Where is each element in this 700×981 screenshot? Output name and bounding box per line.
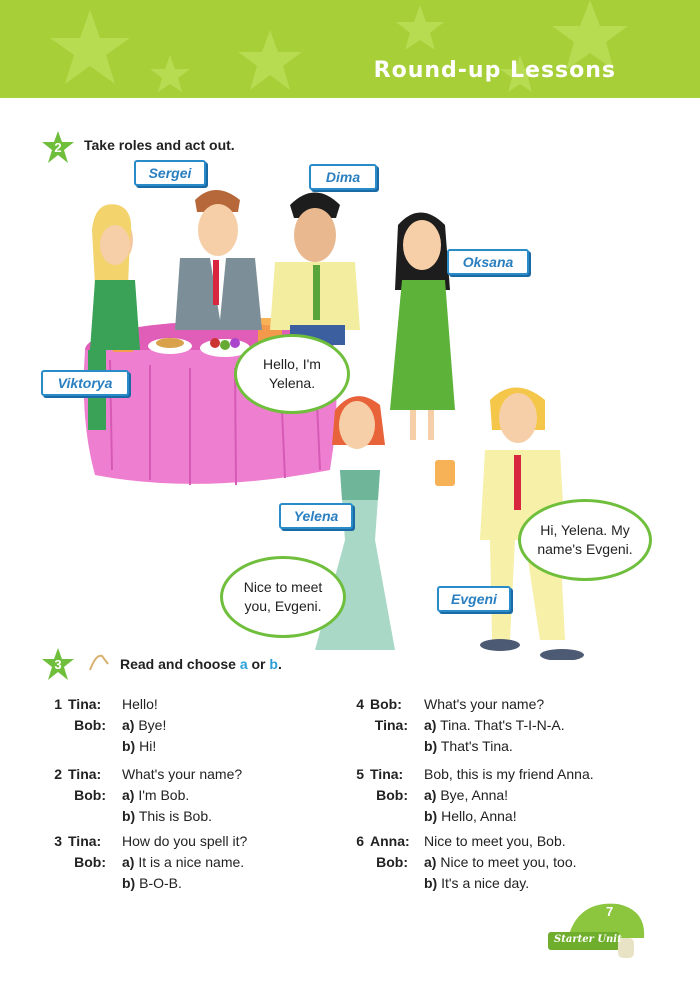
name-tag-viktorya: Viktorya (41, 370, 129, 396)
option-b: B-O-B. (139, 875, 182, 891)
oksana-figure (390, 213, 455, 441)
option-label: b) (424, 875, 438, 891)
name-tag-dima: Dima (309, 164, 377, 190)
option-label: b) (424, 808, 438, 824)
question: Bob, this is my friend Anna. (424, 766, 594, 782)
option-a: Bye! (138, 717, 167, 733)
option-b: This is Bob. (138, 808, 212, 824)
option-b: Hi! (139, 738, 157, 754)
sergei-figure (175, 190, 262, 330)
speaker: Tina: (370, 766, 404, 782)
option-b-highlight: b (269, 656, 278, 672)
exercise-number: 5 (356, 766, 364, 782)
task-instruction (120, 656, 282, 672)
pen-icon (86, 650, 114, 674)
question: What's your name? (424, 696, 545, 712)
question: How do you spell it? (122, 833, 248, 849)
speaker: Bob: (74, 717, 106, 733)
instruction-text: Read and choose (120, 656, 236, 672)
option-a-highlight: a (239, 656, 248, 672)
bubble-text: Hi, Yelena. My (540, 522, 630, 538)
option-label: a) (122, 717, 135, 733)
speaker: Bob: (376, 787, 408, 803)
speaker: Tina: (68, 696, 102, 712)
exercise-number: 1 (54, 696, 62, 712)
bubble-text: Yelena. (268, 375, 316, 391)
bubble-text: name's Evgeni. (537, 541, 633, 557)
name-tag-yelena: Yelena (279, 503, 353, 529)
speaker: Bob: (74, 787, 106, 803)
option-label: b) (122, 875, 136, 891)
bubble-text: Nice to meet (243, 579, 323, 595)
unit-label: Starter Unit (554, 934, 622, 945)
mushroom-icon (548, 900, 648, 960)
option-label: b) (122, 808, 136, 824)
option-a: Bye, Anna! (440, 787, 509, 803)
option-label: b) (424, 738, 438, 754)
instruction-text: or (251, 656, 266, 672)
exercise-number: 6 (356, 833, 364, 849)
page-footer-badge (548, 900, 648, 960)
task-number: 3 (54, 657, 62, 672)
page-number: 7 (606, 904, 614, 919)
option-b: It's a nice day. (441, 875, 530, 891)
exercise-5 (352, 764, 652, 827)
question: Hello! (122, 696, 158, 712)
name-tag-oksana: Oksana (447, 249, 529, 275)
option-a: Tina. That's T-I-N-A. (440, 717, 565, 733)
exercise-4 (352, 694, 652, 757)
exercise-number: 2 (54, 766, 62, 782)
exercise-6 (352, 831, 652, 894)
bubble-text: you, Evgeni. (244, 598, 322, 614)
dima-figure (270, 193, 360, 346)
speaker: Anna: (370, 833, 410, 849)
name-tag-sergei: Sergei (134, 160, 206, 186)
name-tag-evgeni: Evgeni (437, 586, 511, 612)
speech-bubble-evgeni (518, 499, 652, 581)
question: Nice to meet you, Bob. (424, 833, 566, 849)
option-a: It is a nice name. (138, 854, 245, 870)
speaker: Bob: (376, 854, 408, 870)
option-label: a) (122, 854, 135, 870)
exercise-number: 4 (356, 696, 364, 712)
bubble-text: Hello, I'm (263, 356, 321, 372)
task-instruction: Take roles and act out. (84, 137, 235, 153)
option-b: Hello, Anna! (441, 808, 517, 824)
option-label: a) (424, 854, 437, 870)
option-a: I'm Bob. (138, 787, 190, 803)
option-label: a) (122, 787, 135, 803)
speaker: Tina: (374, 717, 408, 733)
exercise-3 (50, 831, 330, 894)
page-title: Round-up Lessons (373, 58, 616, 83)
exercise-2 (50, 764, 330, 827)
speech-bubble-nice-to-meet (220, 556, 346, 638)
option-label: a) (424, 717, 437, 733)
speaker: Tina: (68, 766, 102, 782)
option-label: a) (424, 787, 437, 803)
exercise-1 (50, 694, 330, 757)
task-number: 2 (54, 140, 62, 155)
instruction-text: . (277, 656, 282, 672)
option-a: Nice to meet you, too. (440, 854, 577, 870)
speech-bubble-yelena (234, 334, 350, 414)
option-b: That's Tina. (440, 738, 513, 754)
speaker: Bob: (370, 696, 402, 712)
speaker: Tina: (68, 833, 102, 849)
speaker: Bob: (74, 854, 106, 870)
exercise-number: 3 (54, 833, 62, 849)
option-label: b) (122, 738, 136, 754)
question: What's your name? (122, 766, 243, 782)
task-number-badge (40, 647, 76, 683)
